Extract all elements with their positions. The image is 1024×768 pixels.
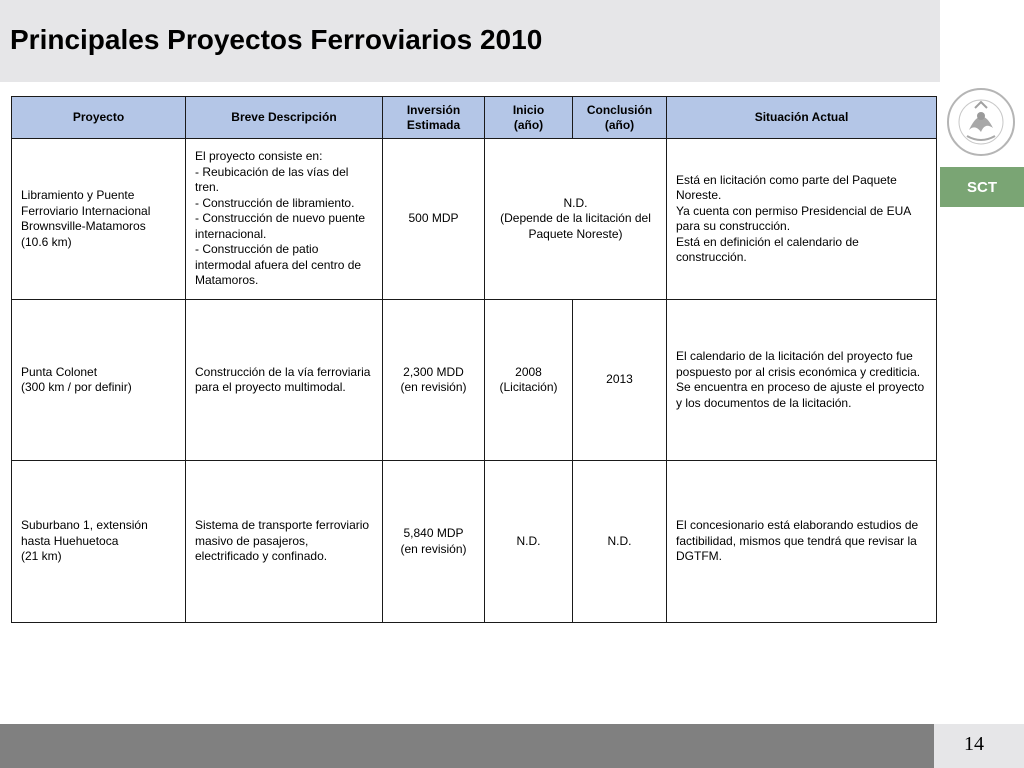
page-number: 14 — [964, 733, 984, 755]
seal-icon — [945, 84, 1017, 162]
sct-logo-text: SCT — [967, 178, 997, 196]
cell-descripcion: Sistema de transporte ferroviario masivo de pasajeros, electrificado y confinado. — [186, 461, 383, 623]
footer-bar — [0, 724, 934, 768]
cell-inversion: 2,300 MDD (en revisión) — [383, 300, 485, 461]
cell-inversion: 500 MDP — [383, 139, 485, 300]
header-conclusion: Conclusión (año) — [573, 97, 667, 139]
cell-inicio-conclusion: N.D. (Depende de la licitación del Paquete Noreste) — [485, 139, 667, 300]
cell-conclusion: 2013 — [573, 300, 667, 461]
header-descripcion: Breve Descripción — [186, 97, 383, 139]
header-situacion: Situación Actual — [667, 97, 937, 139]
page-number-box — [934, 724, 1024, 768]
cell-situacion: El calendario de la licitación del proyecto fue pospuesto por al crisis económica y crediticia. Se encuentra en proceso de ajuste el proyecto y los documentos de la licitación. — [667, 300, 937, 461]
cell-proyecto: Libramiento y Puente Ferroviario Internacional Brownsville-Matamoros (10.6 km) — [12, 139, 186, 300]
header-inicio: Inicio (año) — [485, 97, 573, 139]
slide-title: Principales Proyectos Ferroviarios 2010 — [10, 24, 543, 55]
mexico-seal-logo — [945, 84, 1017, 162]
table-header-row — [12, 97, 937, 139]
cell-situacion: El concesionario está elaborando estudios de factibilidad, mismos que tendrá que revisar la DGTFM. — [667, 461, 937, 623]
sct-logo-bar — [940, 167, 1024, 207]
cell-inicio: N.D. — [485, 461, 573, 623]
table-row — [12, 139, 937, 300]
cell-descripcion: Construcción de la vía ferroviaria para el proyecto multimodal. — [186, 300, 383, 461]
cell-inicio: 2008 (Licitación) — [485, 300, 573, 461]
cell-inversion: 5,840 MDP (en revisión) — [383, 461, 485, 623]
cell-proyecto: Punta Colonet (300 km / por definir) — [12, 300, 186, 461]
header-proyecto: Proyecto — [12, 97, 186, 139]
table-row — [12, 461, 937, 623]
cell-descripcion: El proyecto consiste en: - Reubicación de las vías del tren. - Construcción de libramiento. - Construcción de nuevo puente internacional. - Construcción de patio intermodal afuera del centro de Matamoros. — [186, 139, 383, 300]
cell-conclusion: N.D. — [573, 461, 667, 623]
title-band — [0, 0, 940, 82]
projects-table — [11, 96, 937, 623]
header-inversion: Inversión Estimada — [383, 97, 485, 139]
cell-situacion: Está en licitación como parte del Paquete Noreste. Ya cuenta con permiso Presidencial de EUA para su construcción. Está en definición el calendario de construcción. — [667, 139, 937, 300]
table-row — [12, 300, 937, 461]
cell-proyecto: Suburbano 1, extensión hasta Huehuetoca (21 km) — [12, 461, 186, 623]
